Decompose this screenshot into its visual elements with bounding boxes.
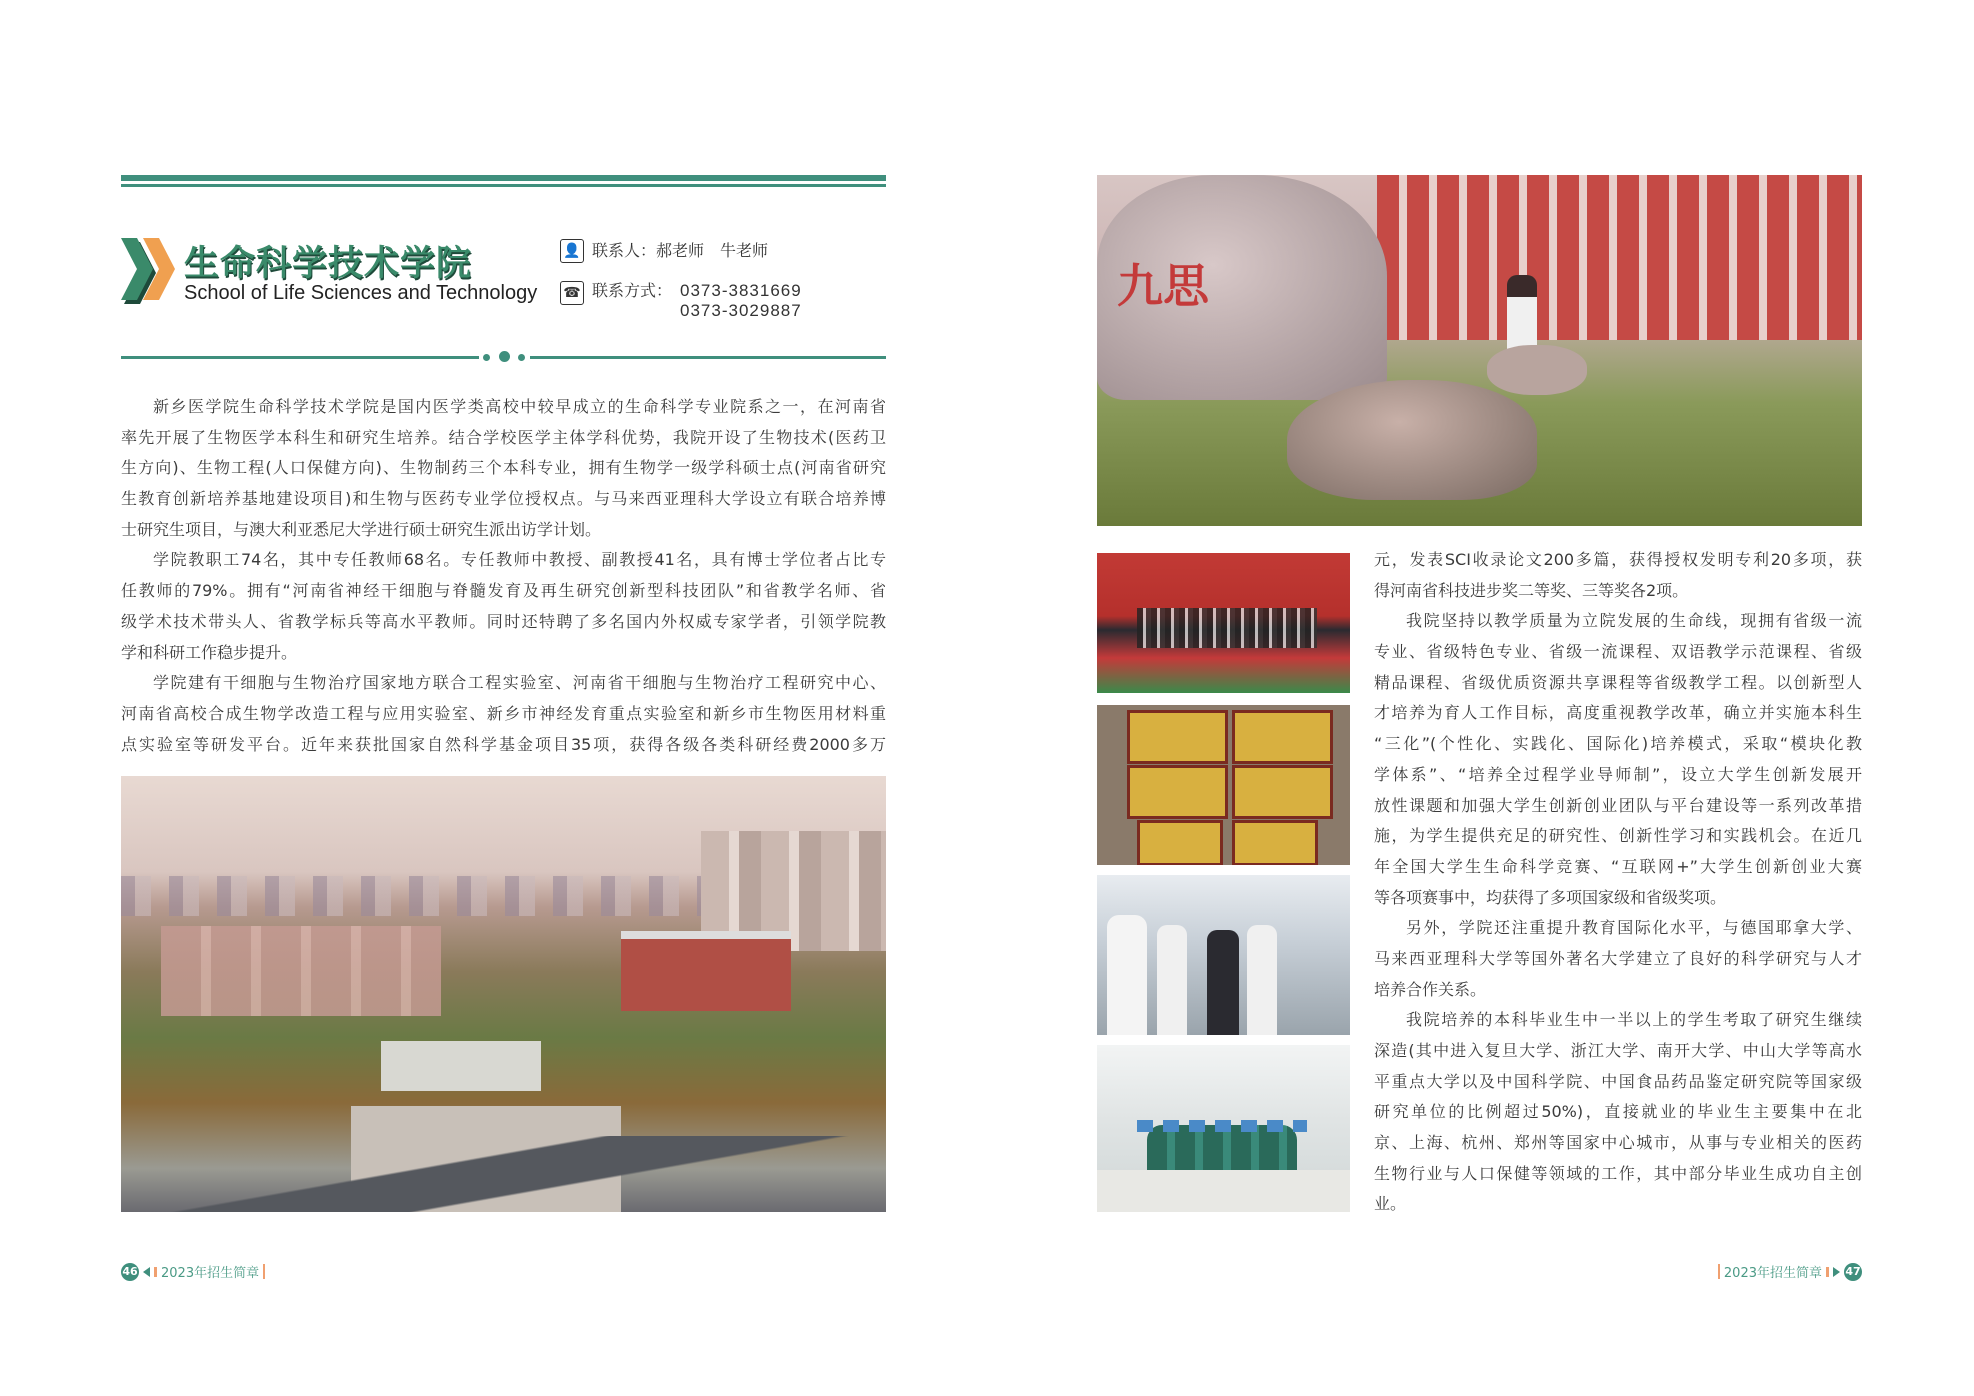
contact-phone [560, 281, 802, 321]
text-line: 生物行业与人口保健等领域的工作，其中部分毕业生成功自主创 [1374, 1163, 1862, 1183]
phone-number: 0373-3831669 [680, 281, 802, 300]
footer-marker [154, 1267, 157, 1277]
text-line: 年全国大学生生命科学竞赛、“互联网+”大学生创新创业大赛 [1374, 856, 1862, 876]
text-line: 学院建有干细胞与生物治疗国家地方联合工程实验室、河南省干细胞与生物治疗工程研究中心、 [153, 673, 886, 693]
text-line: 专业、省级特色专业、省级一流课程、双语教学示范课程、省级 [1374, 642, 1862, 662]
person-icon: 👤 [560, 239, 584, 263]
page-title: 生命科学技术学院 [184, 244, 473, 284]
footer-bar [263, 1264, 265, 1279]
text-line: 学和科研工作稳步提升。 [121, 642, 298, 662]
text-line: 级学术技术带头人、省教学标兵等高水平教师。同时还特聘了多名国内外权威专家学者，引领学院教 [121, 611, 886, 631]
text-line: 元，发表SCI收录论文200多篇，获得授权发明专利20多项，获 [1374, 550, 1862, 569]
text-line: 业。 [1374, 1194, 1407, 1214]
text-line: 学体系”、“培养全过程学业导师制”，设立大学生创新发展开 [1374, 764, 1862, 784]
arrow-left-icon [143, 1267, 150, 1277]
text-line: 河南省高校合成生物学改造工程与应用实验室、新乡市神经发育重点实验室和新乡市生物医用材料重 [121, 703, 886, 723]
page-number: 46 [121, 1263, 139, 1281]
header-rule-thin [121, 184, 886, 187]
footer-right [1718, 1262, 1862, 1281]
divider-dot [483, 354, 490, 361]
left-body-text [121, 392, 886, 760]
footer-title: 2023年招生简章 [1723, 1266, 1822, 1281]
footer-title: 2023年招生简章 [161, 1266, 260, 1281]
footer-left [121, 1262, 265, 1281]
campus-aerial-photo [121, 776, 886, 1212]
text-line: 研究单位的比例超过50%)，直接就业的毕业生主要集中在北 [1374, 1102, 1862, 1122]
right-body-text [1374, 545, 1862, 1220]
text-line: 才培养为育人工作目标，高度重视教学改革，确立并实施本科生 [1374, 703, 1862, 723]
text-line: 培养合作关系。 [1374, 979, 1487, 999]
footer-marker [1826, 1267, 1829, 1277]
rock-carving-text: 九思 [1117, 259, 1209, 313]
header-rule-thick [121, 175, 886, 181]
text-line: 我院坚持以教学质量为立院发展的生命线，现拥有省级一流 [1406, 611, 1862, 631]
text-line: 精品课程、省级优质资源共享课程等省级教学工程。以创新型人 [1374, 672, 1862, 692]
text-line: 新乡医学院生命科学技术学院是国内医学类高校中较早成立的生命科学专业院系之一，在河南省 [153, 397, 886, 416]
text-line: “三化”(个性化、实践化、国际化)培养模式，采取“模块化教 [1374, 734, 1862, 754]
page-number: 47 [1844, 1263, 1862, 1281]
text-line: 京、上海、杭州、郑州等国家中心城市，从事与专业相关的医药 [1374, 1133, 1862, 1153]
contact-person-text: 联系人：郝老师 牛老师 [592, 241, 769, 260]
text-line: 点实验室等研发平台。近年来获批国家自然科学基金项目35项，获得各级各类科研经费2000多万 [121, 734, 886, 754]
text-line: 生教育创新培养基地建设项目)和生物与医药专业学位授权点。与马来西亚理科大学设立有联合培养博 [121, 489, 886, 509]
text-line: 得河南省科技进步奖二等奖、三等奖各2项。 [1374, 580, 1689, 600]
award-ceremony-photo [1097, 553, 1350, 693]
divider-dot [518, 354, 525, 361]
text-line: 生方向)、生物工程(人口保健方向)、生物制药三个本科专业，拥有生物学一级学科硕士点(河南省研究 [121, 458, 886, 478]
text-line: 我院培养的本科毕业生中一半以上的学生考取了研究生继续 [1406, 1010, 1862, 1030]
laboratory-team-photo [1097, 1045, 1350, 1212]
text-line: 深造(其中进入复旦大学、浙江大学、南开大学、中山大学等高水 [1374, 1041, 1862, 1060]
arrow-right-icon [1833, 1267, 1840, 1277]
text-line: 士研究生项目，与澳大利亚悉尼大学进行硕士研究生派出访学计划。 [121, 519, 602, 539]
campus-rock-photo [1097, 175, 1862, 526]
footer-bar [1718, 1264, 1720, 1279]
contact-label: 联系方式： [592, 281, 673, 300]
text-line: 施，为学生提供充足的研究性、创新性学习和实践机会。在近几 [1374, 826, 1862, 846]
text-line: 另外，学院还注重提升教育国际化水平，与德国耶拿大学、 [1406, 918, 1862, 938]
chevron-logo-icon [121, 238, 181, 304]
text-line: 率先开展了生物医学本科生和研究生培养。结合学校医学主体学科优势，我院开设了生物技术(医药卫 [121, 427, 886, 447]
divider-left [121, 356, 479, 359]
divider-right [530, 356, 886, 359]
telephone-icon: ☎ [560, 281, 584, 305]
laboratory-visit-photo [1097, 875, 1350, 1035]
contact-person [560, 239, 768, 263]
text-line: 学院教职工74名，其中专任教师68名。专任教师中教授、副教授41名，具有博士学位者占比专 [153, 550, 886, 570]
text-line: 马来西亚理科大学等国外著名大学建立了良好的科学研究与人才 [1374, 948, 1862, 968]
text-line: 等各项赛事中，均获得了多项国家级和省级奖项。 [1374, 887, 1727, 907]
divider-dot [499, 351, 510, 362]
text-line: 放性课题和加强大学生创新创业团队与平台建设等一系列改革措 [1374, 795, 1862, 815]
award-plaques-photo [1097, 705, 1350, 865]
phone-number: 0373-3029887 [680, 301, 802, 320]
page-subtitle: School of Life Sciences and Technology [184, 282, 538, 304]
text-line: 平重点大学以及中国科学院、中国食品药品鉴定研究院等国家级 [1374, 1071, 1862, 1091]
text-line: 任教师的79%。拥有“河南省神经干细胞与脊髓发育及再生研究创新型科技团队”和省教学名师、省 [121, 581, 886, 601]
